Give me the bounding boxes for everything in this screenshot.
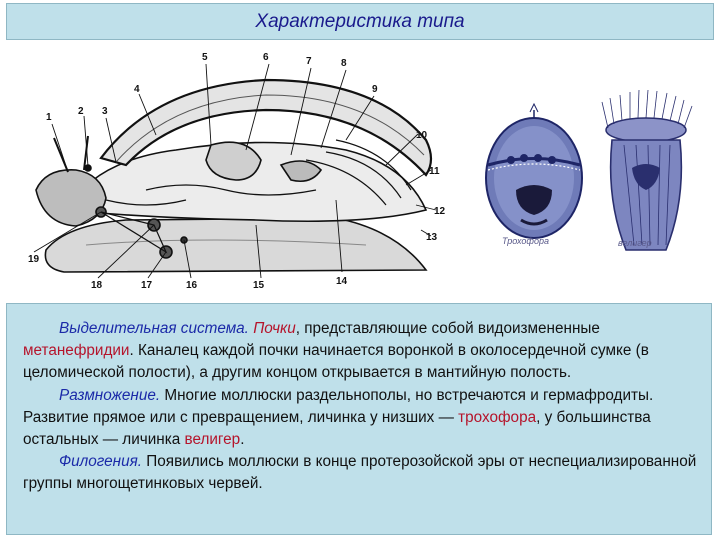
veliger-larva-illustration [602, 90, 692, 250]
term-reproduction: Размножение. [59, 386, 161, 404]
mollusc-anatomy-figure [6, 40, 712, 302]
paragraph-excretory-system: Выделительная система. Почки, представляющие собой видоизмененные метанефридии. Каналец каждой почки начинается воронкой в околосердечной сумке (в целомической полости), а другим концом открывается в мантийную полость. [23, 320, 649, 382]
part-label-17: 17 [141, 280, 153, 291]
paragraph-phylogeny: Филогения. Появились моллюски в конце протерозойской эры от неспециализированной группы многощетинковых червей. [23, 453, 697, 493]
part-label-9: 9 [372, 84, 378, 95]
term-metanephridia: метанефридии [23, 342, 130, 360]
part-label-8: 8 [341, 58, 347, 69]
part-label-4: 4 [134, 84, 140, 95]
figure-area [6, 40, 712, 302]
term-phylogeny: Филогения. [59, 453, 143, 471]
trochophore-larva-illustration [486, 104, 582, 246]
part-label-18: 18 [91, 280, 103, 291]
part-label-7: 7 [306, 56, 312, 67]
part-label-6: 6 [263, 52, 269, 63]
part-label-12: 12 [434, 206, 446, 217]
term-kidneys: Почки [253, 320, 296, 337]
part-label-19: 19 [28, 254, 40, 265]
part-label-14: 14 [336, 276, 348, 287]
mollusc-anatomy-diagram [36, 80, 431, 272]
part-label-3: 3 [102, 106, 108, 117]
trochophore-caption: Трохофора [502, 236, 550, 246]
part-label-2: 2 [78, 106, 84, 117]
part-label-13: 13 [426, 232, 438, 243]
veliger-caption: велигер [618, 238, 652, 248]
part-label-15: 15 [253, 280, 265, 291]
paragraph-reproduction: Размножение. Многие моллюски раздельнополы, но встречаются и гермафродиты. Развитие прямое или с превращением, личинка у низших — трохофора, у большинства остальных — личинка велигер. [23, 386, 654, 449]
part-label-5: 5 [202, 52, 208, 63]
term-excretory-system: Выделительная система. [59, 320, 249, 337]
title-bar [6, 3, 714, 40]
part-label-16: 16 [186, 280, 198, 291]
part-label-10: 10 [416, 130, 428, 141]
description-panel [6, 303, 712, 535]
term-trochophore: трохофора [458, 408, 537, 426]
part-label-1: 1 [46, 112, 52, 123]
part-label-11: 11 [429, 166, 440, 177]
term-veliger: велигер [184, 431, 241, 449]
slide-title: Характеристика типа [255, 10, 465, 32]
